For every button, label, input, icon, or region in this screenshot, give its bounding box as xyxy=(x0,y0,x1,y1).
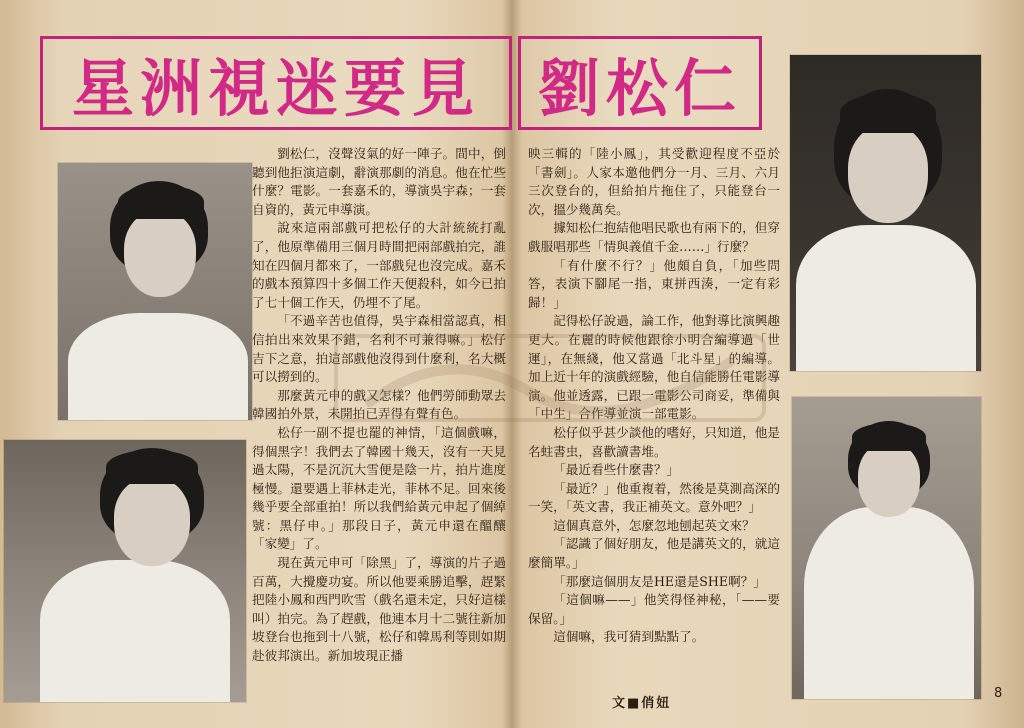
paragraph: 現在黃元申可「除黑」了，導演的片子過百萬，大攪慶功宴。所以他要乘勝追擊，趕緊把陸小鳳和西門吹雪（戲名還未定，只好這樣叫）拍完。為了趕戲，他連本月十二號往新加坡登台也拖到十八號，松仔和韓馬利等則如期赴彼邦演出。新加坡現正播 xyxy=(252,555,506,664)
paragraph: 這個真意外，怎麼忽地刨起英文來？ xyxy=(553,517,755,533)
paragraph: 「這個嘛——」他笑得怪神秘，「——要保留。」 xyxy=(528,592,780,626)
paragraph: 「認識了個好朋友，他是講英文的，就這麼簡單。」 xyxy=(528,536,780,571)
portrait-photo-top-right xyxy=(790,55,981,371)
portrait-photo-top-left xyxy=(58,163,252,420)
page-number: 8 xyxy=(994,686,1003,701)
article-column-2 xyxy=(528,145,780,705)
article-column-1 xyxy=(252,145,506,705)
paragraph: 劉松仁，沒聲沒氣的好一陣子。間中，倒聽到他拒演這劇，辭演那劇的消息。他在忙些什麼？電影。一套嘉禾的，導演吳宇森；一套自資的，黃元申導演。 xyxy=(252,146,506,217)
paragraph: 「有什麼不行？」他頗自負，「加些問答，表演下腳尾一指，東拼西湊，一定有彩歸！」 xyxy=(528,257,780,310)
paragraph: 松仔似乎甚少談他的嗜好，只知道，他是名蛀書虫，喜歡讀書堆。 xyxy=(528,424,780,459)
headline-box-left xyxy=(40,36,512,130)
paragraph: 「那麼這個朋友是HE還是SHE啊？」 xyxy=(553,573,766,589)
headline-right: 劉松仁 xyxy=(537,51,742,125)
paragraph: 「最近看些什麼書？」 xyxy=(553,462,680,478)
headline-left: 星洲視迷要見 xyxy=(71,51,480,125)
paragraph: 映三輯的「陸小鳳」，其受歡迎程度不亞於「書劍」。人家本邀他們分一月、三月、六月三次登台的，但給拍片拖住了，只能登台一次，搵少幾萬矣。 xyxy=(528,146,780,217)
paragraph: 「不過辛苦也值得，吳宇森相當認真，相信拍出來效果不錯，名利不可兼得嘛。」松仔吉下之意，拍這部戲他沒得到什麼利，名大概可以撈到的。 xyxy=(252,313,506,385)
paragraph: 說來這兩部戲可把松仔的大計統統打亂了，他原準備用三個月時間把兩部戲拍完，誰知在四個月都來了，一部戲兒也沒完成。嘉禾的戲本預算四十多個工作天便殺科，如今已拍了七十個工作天，仍埋不了尾。 xyxy=(252,220,506,310)
paragraph: 據知松仁抱結他唱民歌也有兩下的，但穿戲服唱那些「情與義值千金……」行麼？ xyxy=(528,220,780,254)
paragraph: 這個嘛，我可猜到點點了。 xyxy=(553,629,705,645)
paragraph: 那麼黃元申的戲又怎樣？他們勞師動眾去韓國拍外景，未開拍已弄得有聲有色。 xyxy=(252,387,506,422)
author-byline: 文■俏妞 xyxy=(612,696,672,711)
portrait-photo-bottom-right xyxy=(792,397,981,699)
paragraph: 「最近？」他重複着，然後是莫測高深的一笑，「英文書，我正補英文。意外吧？」 xyxy=(528,480,780,515)
paragraph: 松仔一副不提也罷的神情，「這個戲嘛，得個黑字！我們去了韓國十幾天，沒有一天見過太陽，不是沉沉大雪便是陰一片，拍片進度極慢。還要遇上菲林走光，菲林不足。回來後幾乎要全部重拍！所以我們給黃元申起了個綽號：黑仔申。」那段日子，黃元申還在醞釀「家變」了。 xyxy=(252,424,506,552)
paragraph: 記得松仔說過，論工作，他對導比演興趣更大。在麗的時候他跟徐小明合編導過「世運」，在無綫，他又當過「北斗星」的編導。加上近十年的演戲經驗，他自信能勝任電影導演。他並透露，已跟一電影公司商妥，準備與「中生」合作導並演一部電影。 xyxy=(528,313,780,422)
headline-box-right xyxy=(518,36,762,130)
portrait-photo-bottom-left xyxy=(4,440,246,702)
